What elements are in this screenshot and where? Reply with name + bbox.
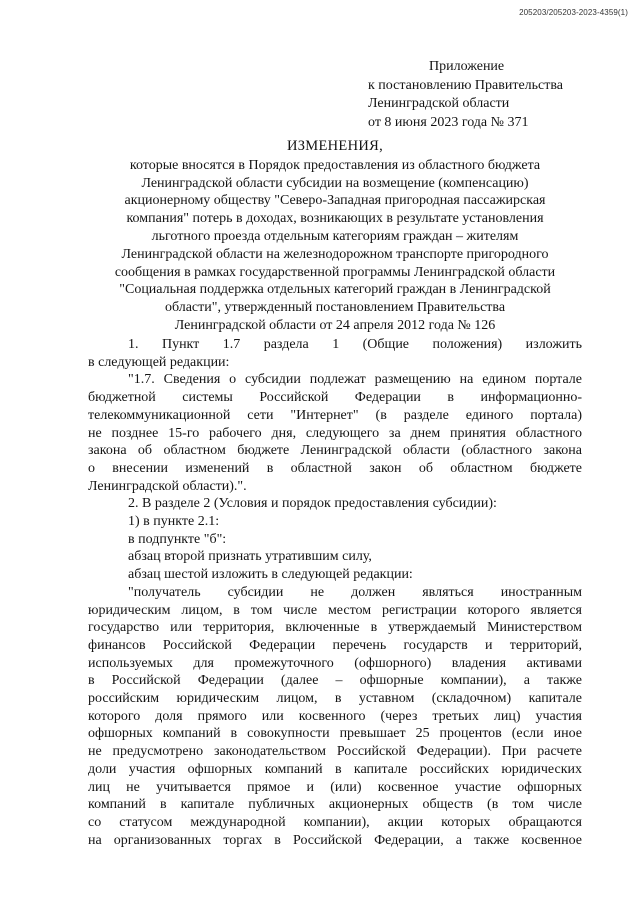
title-line: сообщения в рамках государственной программы Ленинградской области (114, 264, 556, 280)
body-line: в подпункте "б": (128, 531, 227, 547)
appendix-line: от 8 июня 2023 года № 371 (368, 114, 529, 130)
title-line: Ленинградской области субсидии на возмещение (компенсацию) (141, 175, 529, 191)
body-line: офшорных компаний в совокупности превышает 25 процентов (если иное (88, 726, 582, 742)
body-line: государство или территория, включенные в утверждаемый Министерством (88, 620, 582, 636)
title-heading: ИЗМЕНЕНИЯ, (286, 138, 384, 154)
body-line: Ленинградской области).". (88, 478, 247, 494)
body-line: финансов Российской Федерации перечень государств и территорий, (88, 637, 582, 653)
document-title (88, 138, 582, 335)
document-id: 205203/205203-2023-4359(1) (519, 8, 628, 17)
title-line: акционерному обществу "Северо-Западная пригородная пассажирская (124, 193, 546, 209)
body-line: телекоммуникационной сети "Интернет" (в разделе единого портала) (88, 407, 582, 423)
appendix-line: Ленинградской области (368, 96, 510, 111)
body-line: о внесении изменений в областной закон об областном бюджете (88, 460, 582, 476)
body-line: "1.7. Сведения о субсидии подлежат размещению на едином портале (128, 372, 582, 388)
body-line: 1. Пункт 1.7 раздела 1 (Общие положения) изложить (128, 337, 582, 352)
title-line: области", утвержденный постановлением Правительства (164, 300, 506, 316)
body-line: закона об областном бюджете Ленинградской области (областного закона (88, 443, 582, 459)
body-line: российским юридическим лицом, в уставном (складочном) капитале (88, 691, 582, 707)
title-line: Ленинградской области от 24 апреля 2012 года № 126 (174, 317, 496, 333)
title-text (88, 157, 582, 335)
body-line: в Российской Федерации (далее – офшорные компании), а также (88, 673, 582, 689)
body-line: в следующей редакции: (88, 354, 230, 370)
body-line: компаний в капитале публичных акционерных обществ (в том числе (88, 797, 582, 813)
appendix-line: Приложение (429, 59, 505, 74)
title-line: льготного проезда отдельным категориям граждан – жителям (151, 228, 519, 244)
title-line: компания" потерь в доходах, возникающих в результате установления (126, 211, 544, 227)
body-line: юридическим лицом, в том числе местом регистрации которого является (88, 602, 582, 618)
body-line: бюджетной системы Российской Федерации в информационно- (88, 390, 582, 406)
body-line: "получатель субсидии не должен являться иностранным (128, 584, 582, 600)
body-line: на организованных торгах в Российской Федерации, а также косвенное (88, 832, 582, 848)
body-line: со статусом международной компании), акции которых обращаются (88, 814, 582, 830)
body-line: 2. В разделе 2 (Условия и порядок предоставления субсидии): (128, 496, 497, 512)
body-line: 1) в пункте 2.1: (128, 514, 220, 530)
body-line: абзац второй признать утратившим силу, (128, 549, 372, 565)
body-line: не позднее 15-го рабочего дня, следующего за днем принятия областного (88, 425, 582, 441)
title-line: Ленинградской области на железнодорожном транспорте пригородного (121, 246, 549, 262)
title-line: "Социальная поддержка отдельных категорий граждан в Ленинградской (119, 282, 551, 298)
body-line: которого доля прямого или косвенного (через третьих лиц) участия (88, 708, 582, 724)
body-line: лиц не учитывается прямое и (или) косвенное участие офшорных (88, 779, 582, 795)
body-line: не предусмотрено законодательством Российской Федерации). При расчете (88, 744, 582, 760)
appendix-block (368, 58, 630, 132)
body-line: используемых для промежуточного (офшорного) владения активами (88, 655, 582, 671)
document-body (88, 336, 582, 849)
body-line: доли участия офшорных компаний в капитале российских юридических (88, 761, 582, 777)
body-line: абзац шестой изложить в следующей редакции: (128, 567, 413, 583)
title-line: которые вносятся в Порядок предоставления из областного бюджета (129, 157, 541, 173)
appendix-line: к постановлению Правительства (368, 77, 564, 93)
